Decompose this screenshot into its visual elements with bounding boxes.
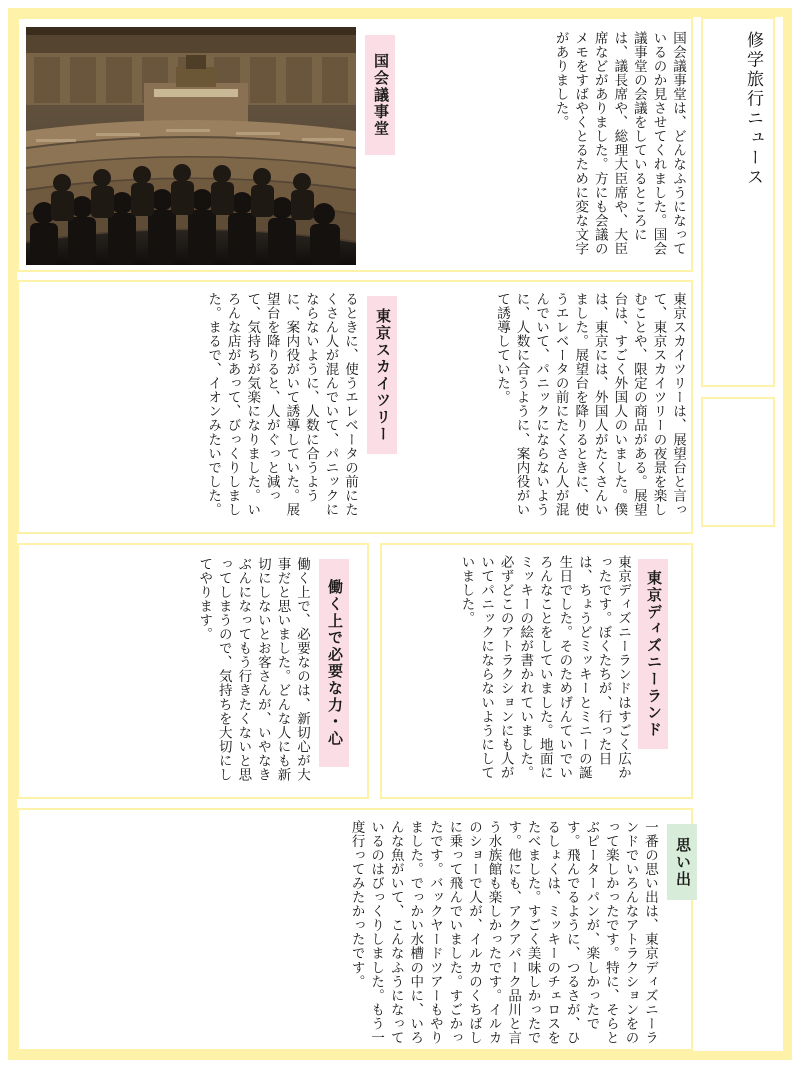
section-work-skills — [17, 543, 369, 799]
section-body-skytree-right: 東京スカイツリーは、展望台と言って、東京スカイツリーの夜景を楽しむことや、限定の商品がある。展望台は、すごく外国人のいました。僕は、東京には、外国人がたくさんいました。展望台を降りるときに、使うエレベータの前にたくさん人が混んでいて、パニックにならないように、人数に合うように、案内役がいて誘導していた。 — [493, 292, 686, 517]
header-secondary-box — [701, 397, 775, 527]
section-body-kokkai: 国会議事堂は、どんなふうになっているのか見させてくれました。国会議事堂の会議をしているところには、議長席や、総理大臣席や、大臣席などがありました。方にも会議のメモをすばやくとるために変な文字がありました。 — [552, 31, 686, 256]
section-body-memories: 一番の思い出は、東京ディズニーランドでいろんなアトラクションをのって楽しかったです。特に、そらとぶピーターパンが、楽しかったです。飛んでるように、つるさが、ひるしょくは、ミッキーのチェロスをたべました。すごく美味しかったです。他にも、アクアパーク品川と言う水族館も楽しかったです。イルカのショーで人が、イルカのくちばしに乗って飛んでいました。すごかったです。バックヤードツアーもやりました。でっかい水槽の中に、いろんな魚がいて、こんなふうになっているのはびっくりしました。もう一度行ってみたかったです。 — [348, 820, 658, 1045]
section-skytree — [17, 280, 693, 534]
section-memories — [17, 808, 693, 1051]
section-body-work-skills: 働く上で、必要なのは、新切心が大事だと思いました。どんな人にも新切にしないとお客さんが、いやなきぶんになってもう行きたくないと思ってしまうので、気持ちを大切にしてやります。 — [196, 557, 310, 782]
section-tokyo-disneyland — [380, 543, 693, 799]
photo-kokkai-diet-building — [26, 27, 356, 265]
section-title-kokkai: 国会議事堂 — [365, 35, 395, 155]
header-box — [701, 17, 775, 387]
section-title-tokyo-disneyland: 東京ディズニーランド — [638, 559, 668, 749]
page-title: 修学旅行ニュース — [743, 31, 763, 188]
section-body-skytree-left: るときに、使うエレベータの前にたくさん人が混んでいて、パニックにならないように、人数に合うように、案内役がいて誘導していた。展望台を降りると、人がぐっと減って、気持ちが気楽になりました。いろんな店があって、びっくりしました。まるで、イオンみたいでした。 — [205, 292, 358, 517]
section-title-work-skills: 働く上で必要な力・心 — [319, 559, 349, 767]
section-title-memories: 思い出 — [667, 824, 697, 900]
section-kokkai — [17, 17, 693, 272]
section-title-skytree: 東京スカイツリー — [367, 296, 397, 454]
section-body-tokyo-disneyland: 東京ディズニーランドはすごく広かったです。ぼくたちが、行った日は、ちょうどミッキーとミニーの誕生日でした。そのためげんていでいろんなことをしていました。地面にミッキーの絵が書かれていました。必ずどこのアトラクションにも人がいてパニックにならないようにしていました。 — [458, 555, 631, 780]
